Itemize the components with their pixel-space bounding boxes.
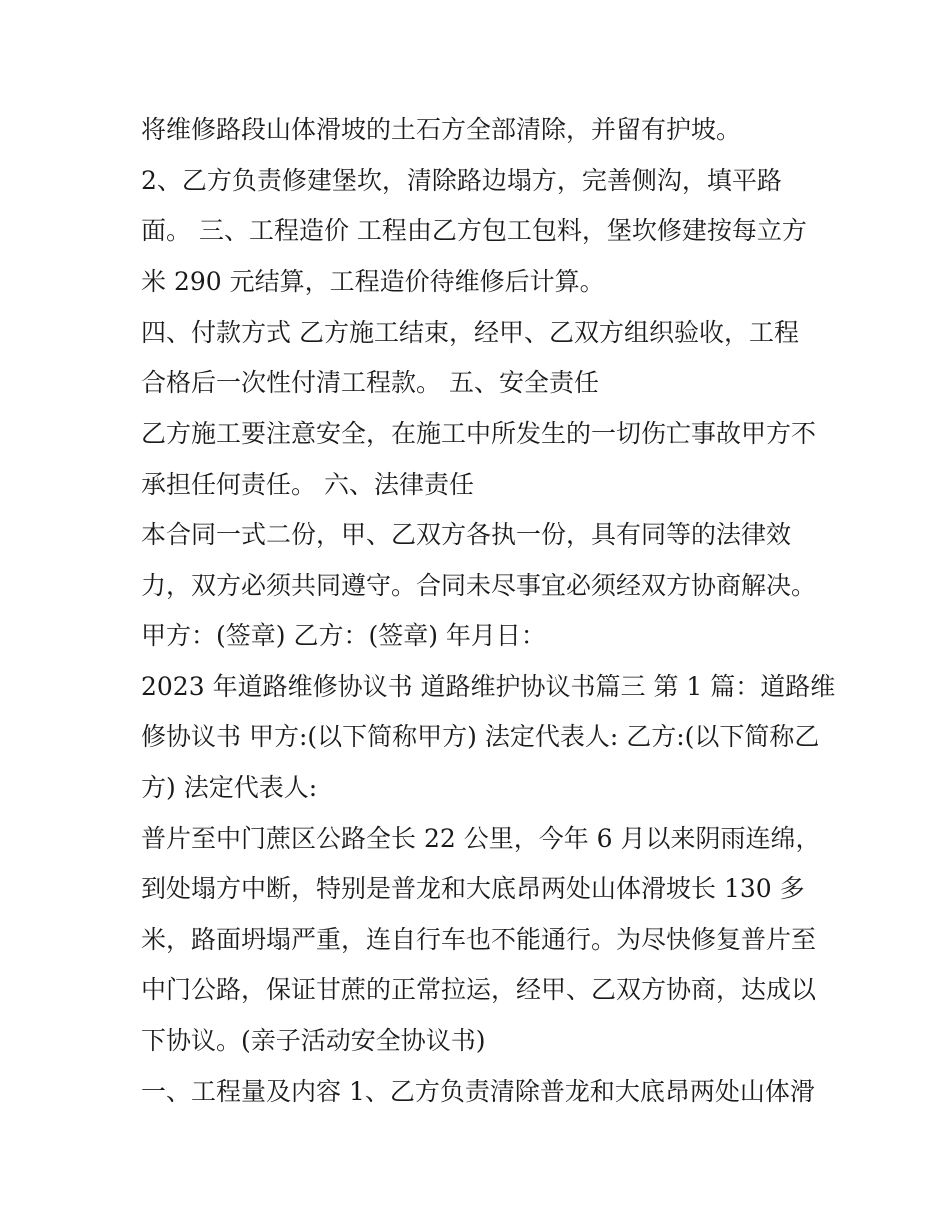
text-line: 一、工程量及内容 1、乙方负责清除普龙和大底昂两处山体滑 bbox=[141, 1077, 815, 1106]
text-line: 2023 年道路维修协议书 道路维护协议书篇三 第 1 篇：道路维 bbox=[141, 672, 836, 701]
text-line: 下协议。(亲子活动安全协议书) bbox=[141, 1026, 486, 1055]
text-line: 四、付款方式 乙方施工结束，经甲、乙双方组织验收，工程 bbox=[141, 318, 799, 347]
text-line: 承担任何责任。 六、法律责任 bbox=[141, 470, 474, 499]
signature-line: 甲方：(签章) 乙方：(签章) 年月日： bbox=[141, 621, 546, 650]
text-line: 力，双方必须共同遵守。合同未尽事宜必须经双方协商解决。 bbox=[141, 571, 817, 600]
text-line: 面。 三、工程造价 工程由乙方包工包料，堡坎修建按每立方 bbox=[141, 216, 807, 245]
text-line: 乙方施工要注意安全，在施工中所发生的一切伤亡事故甲方不 bbox=[141, 419, 817, 448]
text-line: 2、乙方负责修建堡坎，清除路边塌方，完善侧沟，填平路 bbox=[141, 166, 782, 195]
text-line: 米，路面坍塌严重，连自行车也不能通行。为尽快修复普片至 bbox=[141, 925, 817, 954]
text-line: 到处塌方中断，特别是普龙和大底昂两处山体滑坡长 130 多 bbox=[141, 874, 805, 903]
text-line: 合格后一次性付清工程款。 五、安全责任 bbox=[141, 368, 599, 397]
text-line: 将维修路段山体滑坡的土石方全部清除，并留有护坡。 bbox=[141, 115, 742, 144]
text-line: 米 290 元结算，工程造价待维修后计算。 bbox=[141, 267, 605, 296]
text-line: 普片至中门蔗区公路全长 22 公里，今年 6 月以来阴雨连绵， bbox=[141, 824, 821, 853]
text-line: 本合同一式二份，甲、乙双方各执一份，具有同等的法律效 bbox=[141, 520, 792, 549]
text-line: 方) 法定代表人: bbox=[141, 773, 318, 802]
text-line: 修协议书 甲方:(以下简称甲方) 法定代表人: 乙方:(以下简称乙 bbox=[141, 722, 820, 751]
text-line: 中门公路，保证甘蔗的正常拉运，经甲、乙双方协商，达成以 bbox=[141, 975, 817, 1004]
